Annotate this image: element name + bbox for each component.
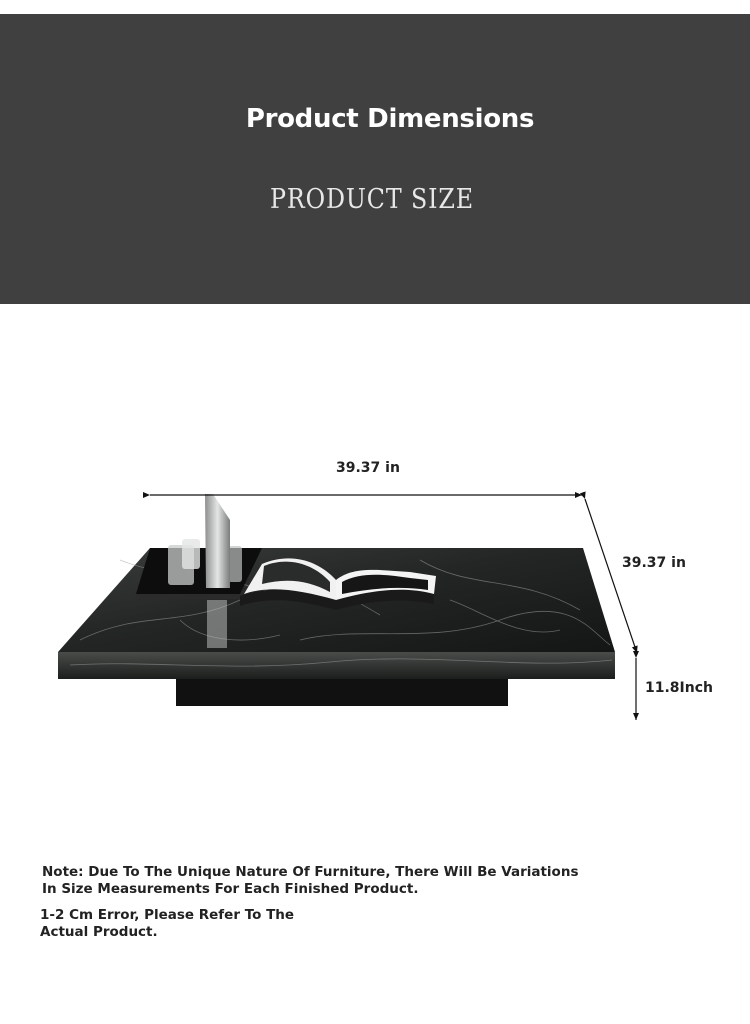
- depth-label: 39.37 in: [622, 555, 686, 571]
- note-text: Note: Due To The Unique Nature Of Furniture, There Will Be Variations In Size Measurements For Each Finished Product.: [42, 864, 579, 897]
- error-note-text: 1-2 Cm Error, Please Refer To The Actual Product.: [40, 907, 295, 940]
- width-label: 39.37 in: [336, 460, 400, 476]
- page-subtitle: PRODUCT SIZE: [269, 184, 475, 215]
- vase: [205, 494, 230, 588]
- page-title: Product Dimensions: [245, 104, 535, 134]
- height-label: 11.8Inch: [645, 680, 713, 696]
- table-base: [176, 678, 508, 706]
- table-edge: [58, 652, 615, 679]
